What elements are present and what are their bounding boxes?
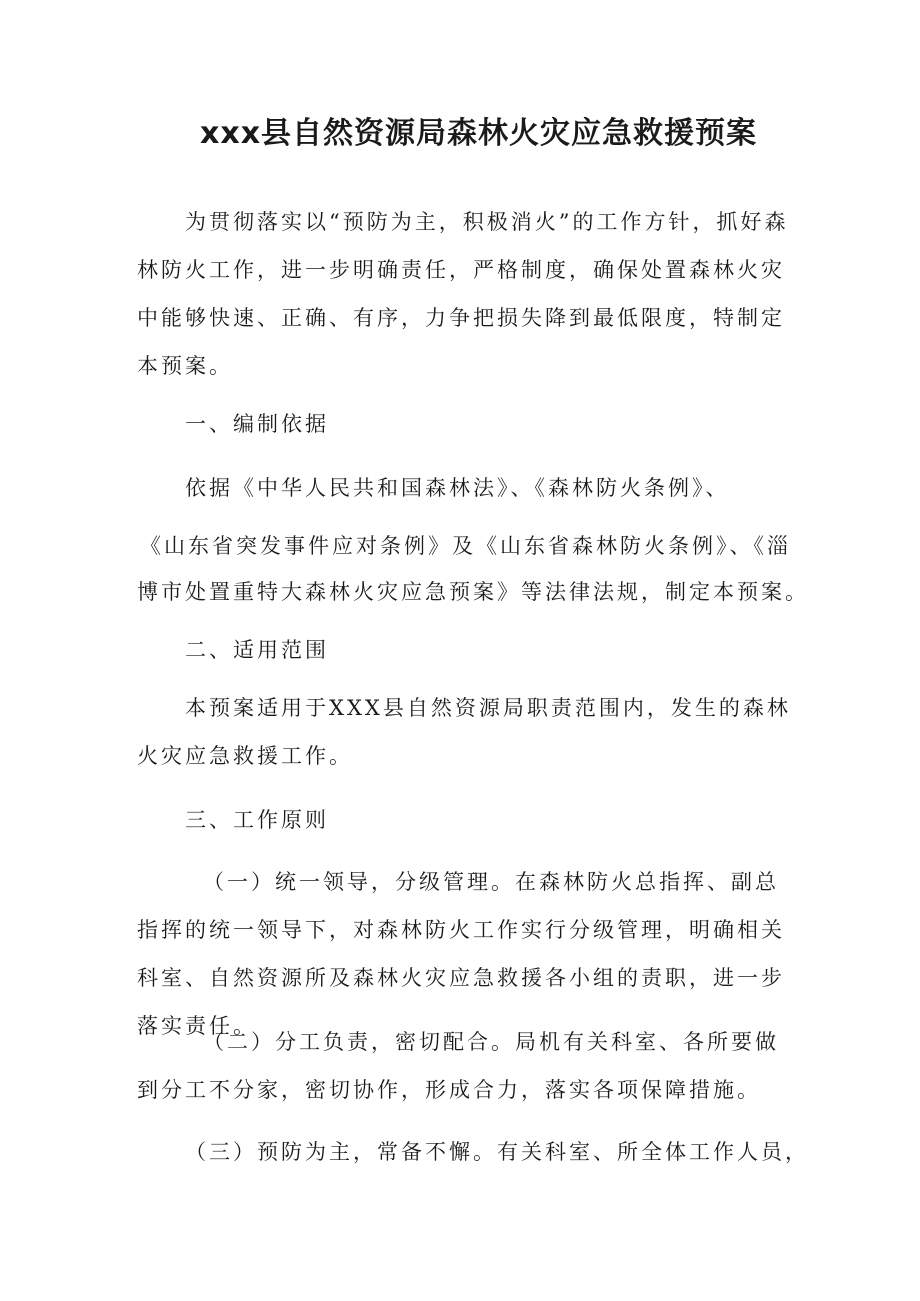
basis-line-3: 博市处置重特大森林火灾应急预案》等法律法规，制定本预案。 <box>137 580 809 604</box>
scope-paragraph: 本预案适用于XXX县自然资源局职责范围内，发生的森林火灾应急救援工作。 <box>137 696 791 768</box>
intro-paragraph: 为贯彻落实以“预防为主，积极消火”的工作方针，抓好森林防火工作，进一步明确责任，严格制度，确保处置森林火灾中能够快速、正确、有序，力争把损失降到最低限度，特制定本预案。 <box>137 210 789 378</box>
principle-item-3: （三）预防为主，常备不懈。有关科室、所全体工作人员， <box>185 1140 809 1164</box>
basis-line-2: 《山东省突发事件应对条例》及《山东省森林防火条例》、《淄 <box>140 534 791 558</box>
basis-line-1: 依据《中华人民共和国森林法》、《森林防火条例》、 <box>185 476 730 500</box>
section-heading-scope: 二、适用范围 <box>185 638 329 662</box>
principle-item-2: （二）分工负责，密切配合。局机有关科室、各所要做到分工不分家，密切协作，形成合力，落实各项保障措施。 <box>137 1030 779 1102</box>
principle-item-1: （一）统一领导，分级管理。在森林防火总指挥、副总指挥的统一领导下，对森林防火工作实行分级管理，明确相关科室、自然资源所及森林火灾应急救援各小组的责职，进一步落实责任。 <box>137 870 785 1038</box>
section-heading-principles: 三、工作原则 <box>185 808 329 832</box>
document-title: xxx县自然资源局森林火灾应急救援预案 <box>200 116 758 151</box>
section-heading-basis: 一、编制依据 <box>185 412 329 436</box>
